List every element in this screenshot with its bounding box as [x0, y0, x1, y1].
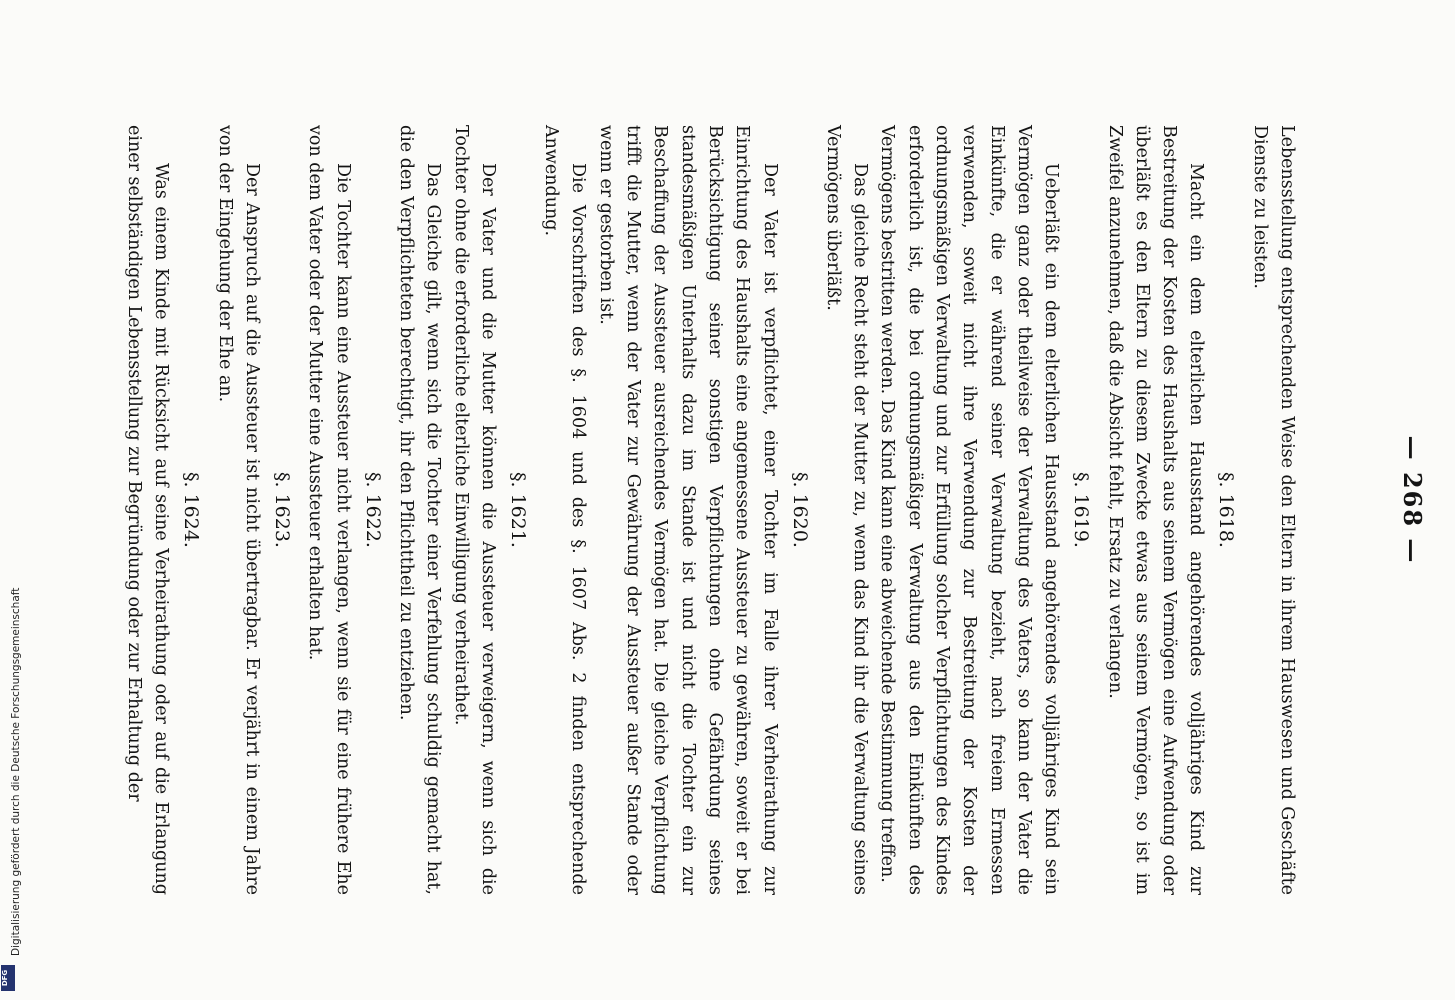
paragraph: Die Vorschriften des §. 1604 und des §. 1607 Abs. 2 finden entsprechende Anwendung.	[541, 125, 589, 895]
paragraph: Das gleiche Recht steht der Mutter zu, wenn das Kind ihr die Verwaltung seines Vermögens überläßt.	[822, 125, 871, 895]
digitization-credit	[8, 587, 24, 990]
dfg-logo-text: DFG	[1, 969, 10, 987]
section-heading: §. 1620.	[788, 472, 811, 548]
section-heading: §. 1621.	[506, 472, 529, 548]
document-body	[120, 125, 1300, 895]
section-heading: §. 1619.	[1070, 472, 1093, 548]
paragraph: Der Vater und die Mutter können die Aussteuer verweigern, wenn sich die Tochter ohne die erforderliche elterliche Einwilligung verheirathet.	[450, 125, 498, 895]
paragraph: Lebensstellung entsprechenden Weise den Eltern in ihrem Hauswesen und Geschäfte Dienste zu leisten.	[1249, 125, 1297, 895]
dfg-logo	[1, 965, 15, 991]
page-number: — 268 —	[1398, 435, 1427, 565]
section-heading: §. 1624.	[180, 472, 203, 548]
paragraph: Der Anspruch auf die Aussteuer ist nicht übertragbar. Er verjährt in einem Jahre von der Eingehung der Ehe an.	[214, 125, 263, 895]
paragraph: Das Gleiche gilt, wenn sich die Tochter einer Verfehlung schuldig gemacht hat, die den Verpflichteten berechtigt, ihr den Pflichttheil zu entziehen.	[395, 125, 444, 895]
paragraph: Ueberläßt ein dem elterlichen Hausstand angehörendes volljähriges Kind sein Vermögen ganz oder theilweise der Verwaltung des Vaters, so kann der Vater die Einkünfte, die er während seiner Verwaltung bezieht, nach freiem Ermessen verwenden, soweit nicht ihre Verwendung zur Bestreitung der Kosten der ordnungsmäßigen Verwaltung und zur Erfüllung solcher Verpflichtungen des Kindes erforderlich ist, die bei ordnungsmäßiger Verwaltung aus den Einkünften des Vermögens bestritten werden. Das Kind kann eine abweichende Bestimmung treffen.	[877, 125, 1062, 895]
paragraph: Die Tochter kann eine Aussteuer nicht verlangen, wenn sie für eine frühere Ehe von dem Vater oder der Mutter eine Aussteuer erhalten hat.	[305, 125, 353, 895]
digitization-note: Digitalisierung gefördert durch die Deutsche Forschungsgemeinschaft	[10, 587, 22, 956]
paragraph: Der Vater ist verpflichtet, einer Tochter im Falle ihrer Verheirathung zur Einrichtung des Haushalts eine angemessene Aussteuer zu gewähren, soweit er bei Berücksichtigung seiner sonstigen Verpflichtungen ohne Gefährdung seines standesmäßigen Unterhalts dazu im Stande ist und nicht die Tochter ein zur Beschaffung der Aussteuer ausreichendes Vermögen hat. Die gleiche Verpflichtung trifft die Mutter, wenn der Vater zur Gewährung der Aussteuer außer Stande oder wenn er gestorben ist.	[595, 125, 780, 895]
section-heading: §. 1618.	[1215, 472, 1238, 548]
section-heading: §. 1623.	[271, 472, 294, 548]
section-heading: §. 1622.	[361, 472, 384, 548]
paragraph: Was einem Kinde mit Rücksicht auf seine Verheirathung oder auf die Erlangung einer selbständigen Lebensstellung zur Begründung oder zur Erhaltung der	[124, 125, 172, 895]
paragraph: Macht ein dem elterlichen Hausstand angehörendes volljähriges Kind zur Bestreitung der Kosten des Haushalts aus seinem Vermögen eine Aufwendung oder überläßt es den Eltern zu diesem Zwecke etwas aus seinem Vermögen, so ist im Zweifel anzunehmen, daß die Absicht fehlt, Ersatz zu verlangen.	[1104, 125, 1207, 895]
